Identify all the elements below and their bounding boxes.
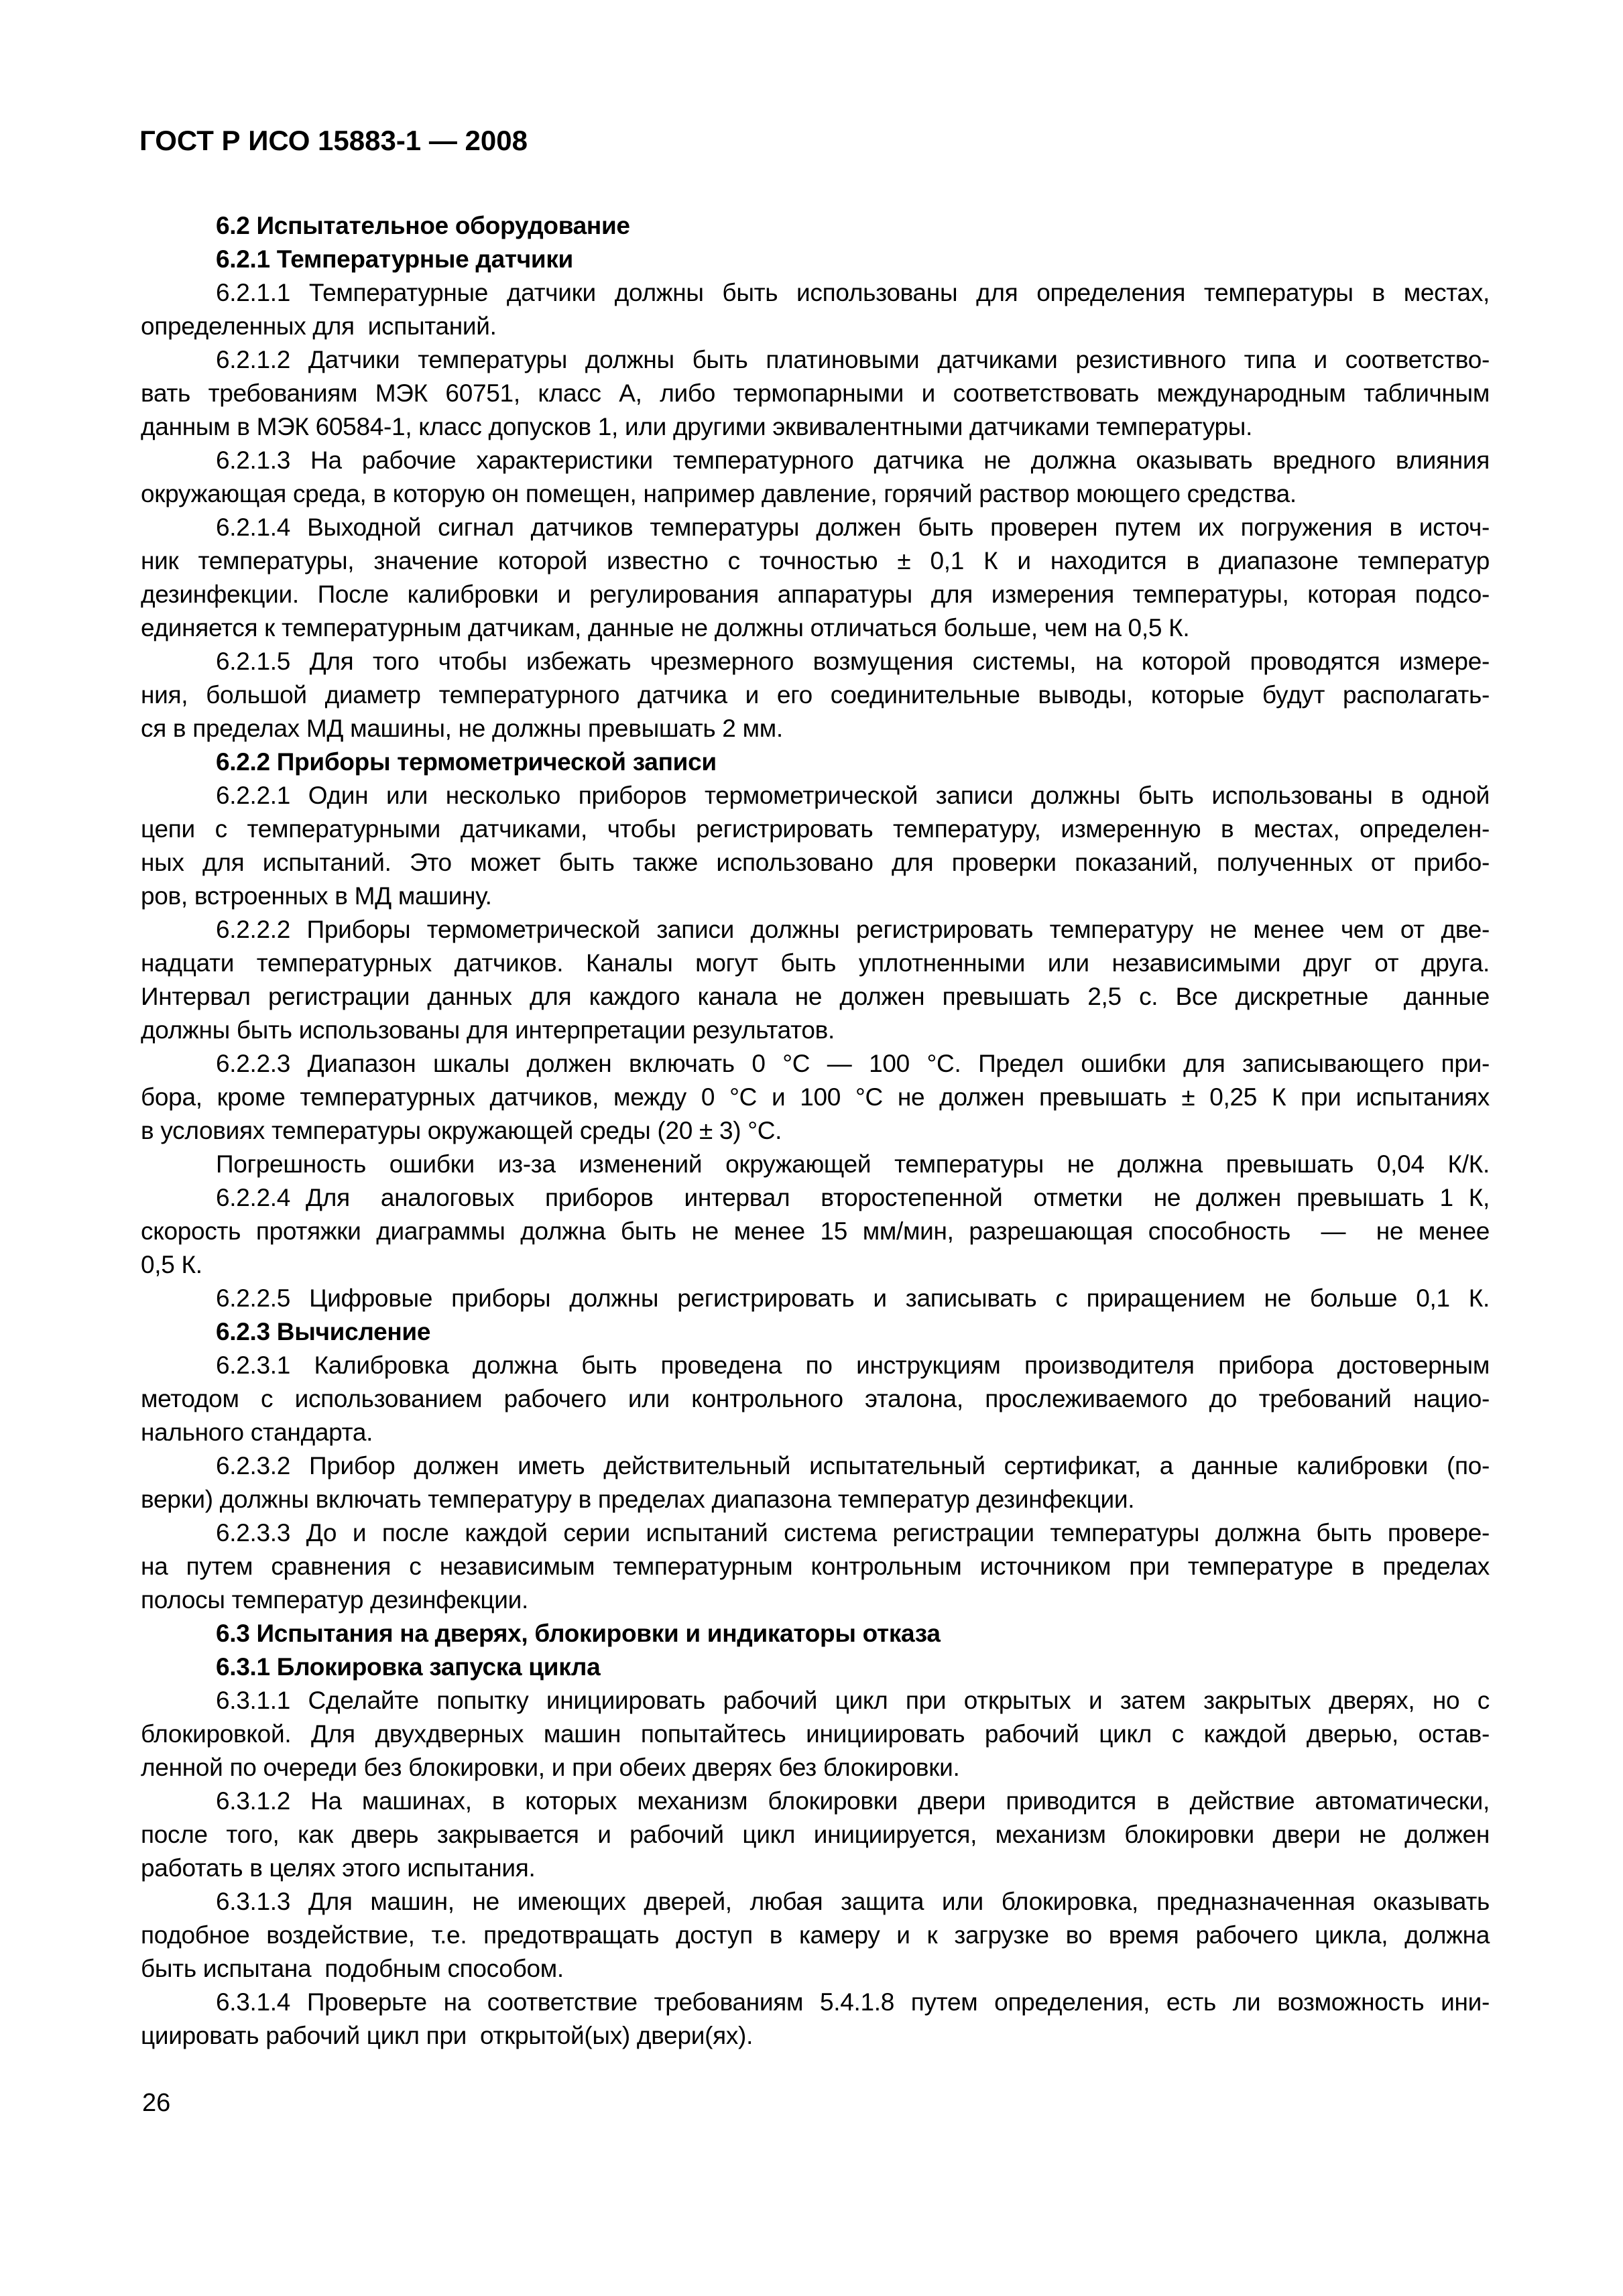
- text-line: дезинфекции. После калибровки и регулирования аппаратуры для измерения температуры, которая подсо-: [141, 581, 1490, 608]
- text-line: ник температуры, значение которой известно с точностью ± 0,1 К и находится в диапазоне температур: [141, 547, 1490, 575]
- text-line: 6.2.1.4 Выходной сигнал датчиков температуры должен быть проверен путем их погружения в источ-: [216, 513, 1490, 541]
- text-line: после того, как дверь закрывается и рабочий цикл инициируется, механизм блокировки двери не должен: [141, 1821, 1490, 1848]
- text-line: блокировкой. Для двухдверных машин попытайтесь инициировать рабочий цикл с каждой дверью, остав-: [141, 1720, 1490, 1748]
- text-line: должны быть использованы для интерпретации результатов.: [141, 1016, 835, 1044]
- text-line: окружающая среда, в которую он помещен, например давление, горячий раствор моющего средства.: [141, 480, 1297, 507]
- text-line: 6.3.1.3 Для машин, не имеющих дверей, любая защита или блокировка, предназначенная оказывать: [216, 1888, 1490, 1915]
- paragraph: [141, 1349, 1490, 1449]
- text-line: скорость протяжки диаграммы должна быть не менее 15 мм/мин, разрешающая способность — не менее: [141, 1217, 1490, 1245]
- paragraph: [141, 1885, 1490, 1986]
- text-line: 6.2.1.1 Температурные датчики должны быть использованы для определения температуры в местах,: [216, 279, 1490, 306]
- section-heading: [141, 1315, 1490, 1349]
- text-line: Погрешность ошибки из-за изменений окружающей температуры не должна превышать 0,04 К/К.: [216, 1150, 1490, 1178]
- page-number: 26: [142, 2089, 171, 2117]
- text-line: верки) должны включать температуру в пределах диапазона температур дезинфекции.: [141, 1486, 1135, 1513]
- paragraph: [141, 645, 1490, 745]
- text-line: ленной по очереди без блокировки, и при обеих дверях без блокировки.: [141, 1754, 960, 1781]
- section-heading-line: 6.2.3 Вычисление: [216, 1318, 431, 1345]
- text-line: методом с использованием рабочего или контрольного эталона, прослеживаемого до требований нацио-: [141, 1385, 1490, 1412]
- text-line: ния, большой диаметр температурного датчика и его соединительные выводы, которые будут располагать-: [141, 681, 1490, 709]
- text-line: единяется к температурным датчикам, данные не должны отличаться больше, чем на 0,5 К.: [141, 614, 1190, 642]
- section-heading-line: 6.3.1 Блокировка запуска цикла: [216, 1653, 601, 1681]
- text-line: 6.3.1.2 На машинах, в которых механизм блокировки двери приводится в действие автоматически,: [216, 1787, 1490, 1815]
- section-heading-line: 6.3 Испытания на дверях, блокировки и индикаторы отказа: [216, 1620, 941, 1647]
- text-line: бора, кроме температурных датчиков, между 0 °С и 100 °С не должен превышать ± 0,25 К при испытаниях: [141, 1083, 1490, 1111]
- document-header: ГОСТ Р ИСО 15883-1 — 2008: [139, 125, 528, 156]
- text-line: 6.3.1.1 Сделайте попытку инициировать рабочий цикл при открытых и затем закрытых дверях, но с: [216, 1687, 1490, 1714]
- text-line: 6.3.1.4 Проверьте на соответствие требованиям 5.4.1.8 путем определения, есть ли возможность ини-: [216, 1988, 1490, 2016]
- text-line: вать требованиям МЭК 60751, класс А, либо термопарными и соответствовать международным табличным: [141, 379, 1490, 407]
- paragraph: [141, 276, 1490, 343]
- section-heading-line: 6.2.2 Приборы термометрической записи: [216, 748, 717, 776]
- paragraph: [141, 343, 1490, 444]
- text-line: полосы температур дезинфекции.: [141, 1586, 528, 1614]
- text-line: ся в пределах МД машины, не должны превышать 2 мм.: [141, 715, 783, 742]
- section-heading-line: 6.2.1 Температурные датчики: [216, 245, 574, 273]
- text-line: 6.2.2.1 Один или несколько приборов термометрической записи должны быть использованы в одной: [216, 782, 1490, 809]
- text-line: Интервал регистрации данных для каждого канала не должен превышать 2,5 с. Все дискретные данные: [141, 983, 1490, 1010]
- section-heading: [141, 1650, 1490, 1684]
- text-line: 6.2.1.2 Датчики температуры должны быть платиновыми датчиками резистивного типа и соответство-: [216, 346, 1490, 373]
- text-line: определенных для испытаний.: [141, 312, 497, 340]
- paragraph: [141, 1684, 1490, 1785]
- text-line: 0,5 К.: [141, 1251, 202, 1278]
- paragraph: [141, 913, 1490, 1047]
- paragraph: [141, 1986, 1490, 2053]
- section-heading: [141, 209, 1490, 243]
- text-line: надцати температурных датчиков. Каналы могут быть уплотненными или независимыми друг от друга.: [141, 949, 1490, 977]
- text-line: нального стандарта.: [141, 1418, 373, 1446]
- text-line: циировать рабочий цикл при открытой(ых) двери(ях).: [141, 2022, 754, 2049]
- text-line: 6.2.1.5 Для того чтобы избежать чрезмерного возмущения системы, на которой проводятся измере-: [216, 648, 1490, 675]
- text-line: 6.2.3.1 Калибровка должна быть проведена по инструкциям производителя прибора достоверным: [216, 1351, 1490, 1379]
- paragraph: [141, 444, 1490, 511]
- text-line: 6.2.3.3 До и после каждой серии испытаний система регистрации температуры должна быть провере-: [216, 1519, 1490, 1547]
- text-line: ных для испытаний. Это может быть также использовано для проверки показаний, полученных от прибо-: [141, 849, 1490, 876]
- text-line: на путем сравнения с независимым температурным контрольным источником при температуре в пределах: [141, 1553, 1490, 1580]
- text-line: подобное воздействие, т.е. предотвращать доступ в камеру и к загрузке во время рабочего цикла, должна: [141, 1921, 1490, 1949]
- document-body: [141, 209, 1490, 2053]
- paragraph: [141, 1047, 1490, 1148]
- text-line: ров, встроенных в МД машину.: [141, 882, 492, 910]
- paragraph: [141, 1148, 1490, 1181]
- paragraph: [141, 1282, 1490, 1315]
- section-heading-line: 6.2 Испытательное оборудование: [216, 212, 630, 239]
- text-line: 6.2.2.3 Диапазон шкалы должен включать 0 °С — 100 °С. Предел ошибки для записывающего при-: [216, 1050, 1490, 1077]
- text-line: быть испытана подобным способом.: [141, 1955, 564, 1982]
- text-line: цепи с температурными датчиками, чтобы регистрировать температуру, измеренную в местах, определен-: [141, 815, 1490, 843]
- text-line: 6.2.2.4 Для аналоговых приборов интервал второстепенной отметки не должен превышать 1 К,: [216, 1184, 1490, 1211]
- section-heading: [141, 243, 1490, 276]
- paragraph: [141, 1516, 1490, 1617]
- paragraph: [141, 1785, 1490, 1885]
- section-heading: [141, 745, 1490, 779]
- text-line: 6.2.2.5 Цифровые приборы должны регистрировать и записывать с приращением не больше 0,1 К.: [216, 1284, 1490, 1312]
- text-line: работать в целях этого испытания.: [141, 1854, 536, 1882]
- text-line: 6.2.1.3 На рабочие характеристики температурного датчика не должна оказывать вредного влияния: [216, 446, 1490, 474]
- text-line: данным в МЭК 60584-1, класс допусков 1, или другими эквивалентными датчиками температуры.: [141, 413, 1253, 440]
- paragraph: [141, 1181, 1490, 1282]
- text-line: 6.2.3.2 Прибор должен иметь действительный испытательный сертификат, а данные калибровки (по-: [216, 1452, 1490, 1479]
- paragraph: [141, 511, 1490, 645]
- text-line: в условиях температуры окружающей среды (20 ± 3) °С.: [141, 1117, 782, 1144]
- text-line: 6.2.2.2 Приборы термометрической записи должны регистрировать температуру не менее чем от две-: [216, 916, 1490, 943]
- paragraph: [141, 779, 1490, 913]
- paragraph: [141, 1449, 1490, 1516]
- section-heading: [141, 1617, 1490, 1650]
